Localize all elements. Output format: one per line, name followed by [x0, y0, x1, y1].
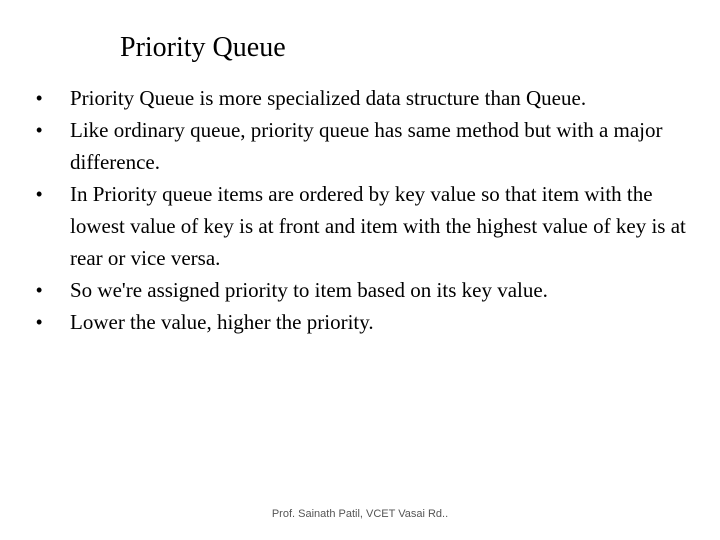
bullet-marker-icon: • [36, 280, 43, 300]
bullet-text: In Priority queue items are ordered by key value so that item with the lowest value of key is at front and item with the highest value of key is at rear or vice versa. [70, 182, 686, 270]
bullet-text: Priority Queue is more specialized data structure than Queue. [70, 86, 587, 110]
bullet-item [36, 306, 696, 338]
bullet-item [36, 178, 696, 274]
bullet-text: So we're assigned priority to item based on its key value. [70, 278, 548, 302]
slide-footer: Prof. Sainath Patil, VCET Vasai Rd.. [271, 508, 449, 520]
bullet-marker-icon: • [36, 312, 43, 332]
bullet-item [36, 114, 696, 178]
bullet-marker-icon: • [36, 120, 43, 140]
bullet-list [36, 82, 696, 338]
slide-title: Priority Queue [120, 32, 286, 63]
bullet-text: Like ordinary queue, priority queue has same method but with a major difference. [70, 118, 663, 174]
bullet-item [36, 274, 696, 306]
bullet-marker-icon: • [36, 88, 43, 108]
bullet-item [36, 82, 696, 114]
bullet-marker-icon: • [36, 184, 43, 204]
bullet-text: Lower the value, higher the priority. [70, 310, 374, 334]
